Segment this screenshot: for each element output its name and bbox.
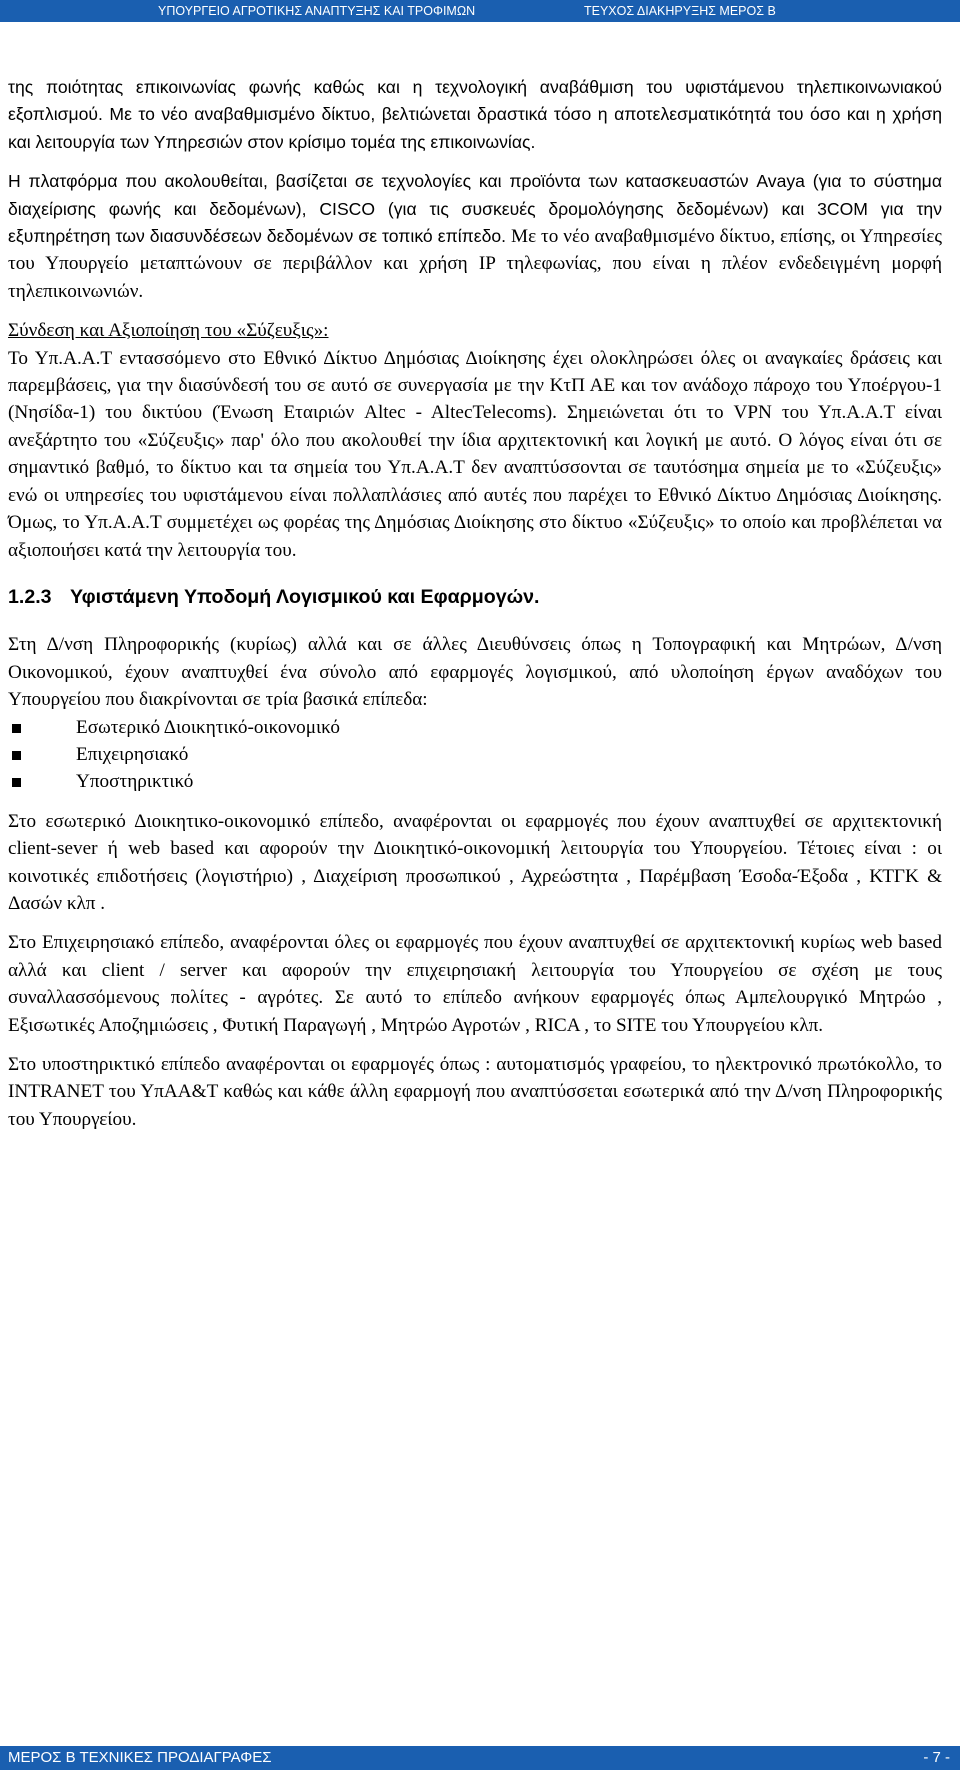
list-item-label: Επιχειρησιακό <box>76 743 189 765</box>
paragraph-platform-part1: Η πλατφόρμα που ακολουθείται, βασίζεται σε τεχνολογίες και προϊόντα των κατασκευαστών Avaya (για το σύστημα διαχείρισης φωνής και δεδομένων), CISCO (για τις συσκευές δρομολόγησης δεδομένων) και 3COM για την εξυπηρέτηση των διασυνδέσεων δεδομένων σε τοπικό επίπεδο. <box>8 171 942 247</box>
section-heading <box>8 584 942 611</box>
paragraph-internal-level: Στο εσωτερικό Διοικητικο-οικονομικό επίπεδο, αναφέρονται οι εφαρμογές που έχουν αναπτυχθεί σε αρχιτεκτονική client-sever ή web based και αφορούν την Διοικητικό-οικονομική λειτουργία του Υπουργείου. Τέτοιες είναι : οι κοινοτικές επιδοτήσεις (λογιστήριο) , Διαχείριση προσωπικού , Αχρεώστητα , Παρέμβαση Έσοδα-Έξοδα , ΚΤΓΚ & Δασών κλπ . <box>8 810 942 914</box>
paragraph-operational-level: Στο Επιχειρησιακό επίπεδο, αναφέρονται όλες οι εφαρμογές που έχουν αναπτυχθεί σε αρχιτεκτονική κυρίως web based αλλά και client / server και αφορούν την επιχειρησιακή λειτουργία του Υπουργείου σε σχέση με τους συναλλασσόμενους πολίτες - αγρότες. Σε αυτό το επίπεδο ανήκουν εφαρμογές όπως Αμπελουργικό Μητρώο , Εξισωτικές Αποζημιώσεις , Φυτική Παραγωγή , Μητρώο Αγροτών , RICA , το SITE του Υπουργείου κλπ. <box>8 932 942 1036</box>
header-document-part: ΤΕΥΧΟΣ ΔΙΑΚΗΡΥΞΗΣ ΜΕΡΟΣ Β <box>584 4 776 18</box>
list-item-label: Υποστηρικτικό <box>76 771 194 793</box>
header-ministry: ΥΠΟΥΡΓΕΙΟ ΑΓΡΟΤΙΚΗΣ ΑΝΑΠΤΥΞΗΣ ΚΑΙ ΤΡΟΦΙΜΩΝ <box>158 4 476 18</box>
page-footer <box>0 1746 960 1770</box>
list-item <box>8 741 942 768</box>
section-number: 1.2.3 <box>8 585 52 608</box>
list-item-label: Εσωτερικό Διοικητικό-οικονομικό <box>76 716 340 738</box>
square-bullet-icon <box>12 778 21 787</box>
footer-section: ΜΕΡΟΣ Β ΤΕΧΝΙΚΕΣ ΠΡΟΔΙΑΓΡΑΦΕΣ <box>8 1749 272 1766</box>
paragraph-support-level: Στο υποστηρικτικό επίπεδο αναφέρονται οι εφαρμογές όπως : αυτοματισμός γραφείου, το ηλεκτρονικό πρωτόκολλο, το INTRANET του ΥπΑΑ&Τ καθώς και κάθε άλλη εφαρμογή που αναπτύσσεται εσωτερικά από την Δ/νση Πληροφορικής του Υπουργείου. <box>8 1054 942 1130</box>
paragraph-syzefxis: Το Υπ.Α.Α.Τ εντασσόμενο στο Εθνικό Δίκτυο Δημόσιας Διοίκησης έχει ολοκληρώσει όλες οι αναγκαίες δράσεις και παρεμβάσεις, για την διασύνδεσή του σε αυτό σε συνεργασία με την ΚτΠ ΑΕ και τον ανάδοχο πάροχο του Υποέργου-1 (Νησίδα-1) του δικτύου (Ένωση Εταιριών Altec - AltecTelecoms). Σημειώνεται ότι το VPN του Υπ.Α.Α.Τ είναι ανεξάρτητο του «Σύζευξις» παρ' όλο που ακολουθεί την ίδια αρχιτεκτονική και λογική με αυτό. Ο λόγος είναι ότι σε σημαντικό βαθμό, το δίκτυο και τα σημεία του Υπ.Α.Α.Τ δεν αναπτύσσονται σε ταυτόσημα σημεία με το «Σύζευξις» ενώ οι υπηρεσίες του υφιστάμενου είναι πολλαπλάσιες από αυτές που παρέχει το Εθνικό Δίκτυο Δημόσιας Διοίκησης. Όμως, το Υπ.Α.Α.Τ συμμετέχει ως φορέας της Δημόσιας Διοίκησης στο δίκτυο «Σύζευξις» το οποίο και προβλέπεται να αξιοποιήσει κατά την λειτουργία του. <box>8 347 942 561</box>
page-header <box>0 0 960 22</box>
section-title: Υφιστάμενη Υποδομή Λογισμικού και Εφαρμογών. <box>70 585 540 608</box>
levels-list <box>8 714 942 796</box>
page-number: - 7 - <box>923 1749 950 1766</box>
list-item <box>8 714 942 741</box>
document-body <box>8 74 942 1133</box>
square-bullet-icon <box>12 751 21 760</box>
subheading-syzefxis: Σύνδεση και Αξιοποίηση του «Σύζευξις»: <box>8 320 329 342</box>
paragraph-software-intro: Στη Δ/νση Πληροφορικής (κυρίως) αλλά και σε άλλες Διευθύνσεις όπως η Τοπογραφική και Μητρώων, Δ/νση Οικονομικού, έχουν αναπτυχθεί ένα σύνολο από εφαρμογές λογισμικού, από υλοποίηση έργων αναδόχων του Υπουργείου που διακρίνονται σε τρία βασικά επίπεδα: <box>8 634 942 711</box>
paragraph-intro: της ποιότητας επικοινωνίας φωνής καθώς και η τεχνολογική αναβάθμιση του υφιστάμενου τηλεπικοινωνιακού εξοπλισμού. Με το νέο αναβαθμισμένο δίκτυο, βελτιώνεται δραστικά τόσο η αποτελεσματικότητά του όσο και η χρήση και λειτουργία των Υπηρεσιών στον κρίσιμο τομέα της επικοινωνίας. <box>8 77 942 152</box>
list-item <box>8 768 942 795</box>
paragraph-platform-part2: Με το νέο αναβαθμισμένο δίκτυο, επίσης, οι Υπηρεσίες του Υπουργείο μεταπτώνουν σε περιβάλλον και χρήση IP τηλεφωνίας, που είναι η πλέον ενδεδειγμένη μορφή τηλεπικοινωνιών. <box>8 226 942 302</box>
paragraph-platform <box>8 168 942 305</box>
square-bullet-icon <box>12 724 21 733</box>
